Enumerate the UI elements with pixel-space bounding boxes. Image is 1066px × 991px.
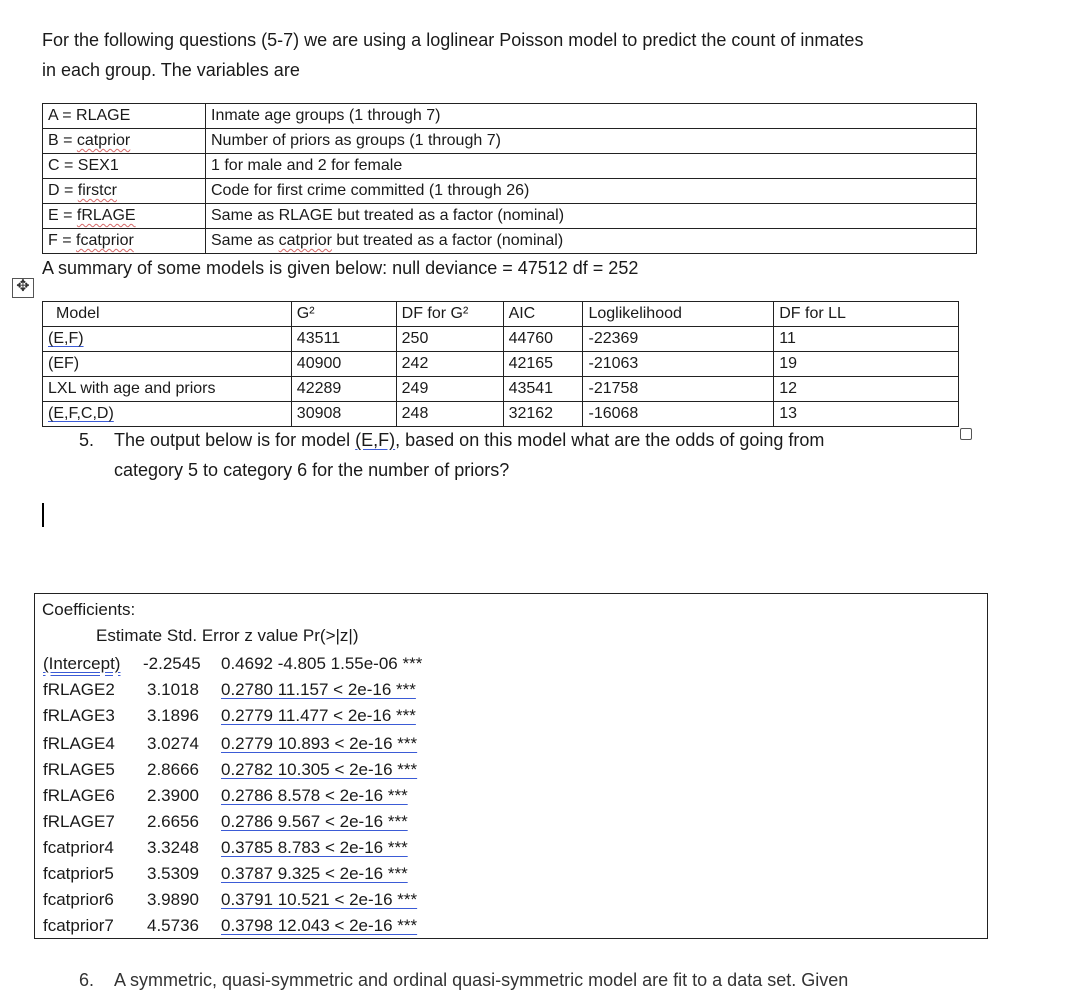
question-5-line-2: category 5 to category 6 for the number of priors?: [114, 460, 510, 480]
variable-description-cell: [206, 204, 977, 229]
model-value: -22369: [588, 330, 639, 347]
variable-code-prefix: E =: [48, 207, 77, 224]
models-row: [43, 352, 959, 377]
variable-code-prefix: A =: [48, 107, 77, 124]
coefficient-name: fcatprior6: [43, 890, 114, 909]
models-header-cell: DF for G²: [396, 302, 503, 327]
model-value: 43511: [296, 330, 341, 347]
question-6-number: 6.: [79, 970, 95, 990]
intro-line-2: in each group. The variables are: [42, 60, 300, 80]
models-cell: [396, 377, 503, 402]
table-move-handle-icon[interactable]: ✥: [12, 278, 34, 298]
variable-code-cell: [43, 179, 206, 204]
coefficient-estimate: 2.3900: [147, 786, 199, 805]
models-cell: [291, 377, 396, 402]
model-name: (E,F,C,D): [48, 405, 114, 422]
variable-description-cell: [206, 179, 977, 204]
coefficient-estimate: 2.8666: [147, 760, 199, 779]
text-cursor: [42, 503, 44, 527]
models-header-cell: DF for LL: [774, 302, 959, 327]
question-5-line-1: [114, 430, 824, 451]
question-5-text-post: , based on this model what are the odds of going from: [395, 430, 825, 450]
variable-row: [43, 154, 977, 179]
question-5-number: 5.: [79, 430, 95, 450]
models-cell: [583, 377, 774, 402]
variable-description-part: catprior: [278, 232, 332, 249]
models-header-cell: G²: [291, 302, 396, 327]
models-cell: [583, 327, 774, 352]
coefficient-stats: 0.2786 9.567 < 2e-16 ***: [221, 812, 408, 831]
model-value: -21758: [588, 380, 639, 397]
models-cell: [503, 402, 583, 427]
question-5-text-pre: The output below is for model: [114, 430, 356, 450]
coefficient-estimate: 3.1018: [147, 680, 199, 699]
variable-row: [43, 104, 977, 129]
variable-description: Code for first crime committed (1 through 26): [211, 182, 530, 199]
coefficient-name: fRLAGE4: [43, 734, 115, 753]
model-value: 44760: [508, 330, 554, 347]
models-cell: [583, 352, 774, 377]
coefficient-name: (Intercept): [43, 654, 121, 673]
models-row: [43, 402, 959, 427]
variable-description: Inmate age groups (1 through 7): [211, 107, 441, 124]
variable-description-cell: [206, 104, 977, 129]
variable-description-part: but treated as a factor (nominal): [331, 232, 564, 249]
models-cell: [774, 327, 959, 352]
coefficient-name: fcatprior5: [43, 864, 114, 883]
variable-code-prefix: F =: [48, 232, 77, 249]
variable-code-cell: [43, 229, 206, 254]
model-value: -16068: [588, 405, 639, 422]
models-cell: [503, 377, 583, 402]
models-header-cell: Model: [43, 302, 292, 327]
model-value: 248: [401, 405, 429, 422]
coefficient-name: fcatprior7: [43, 916, 114, 935]
coefficient-estimate: 2.6656: [147, 812, 199, 831]
model-value: 12: [779, 380, 798, 397]
variable-row: [43, 179, 977, 204]
coefficient-stats: 0.3785 8.783 < 2e-16 ***: [221, 838, 408, 857]
variable-description-cell: [206, 154, 977, 179]
summary-line: A summary of some models is given below: null deviance = 47512 df = 252: [42, 258, 639, 278]
variable-row: [43, 229, 977, 254]
variable-description-cell: [206, 229, 977, 254]
variable-code-cell: [43, 154, 206, 179]
model-value: 32162: [508, 405, 554, 422]
models-header-cell: Loglikelihood: [583, 302, 774, 327]
coefficient-name: fcatprior4: [43, 838, 114, 857]
models-header-cell: AIC: [503, 302, 583, 327]
question-6-text: A symmetric, quasi-symmetric and ordinal quasi-symmetric model are fit to a data set. Given: [114, 970, 849, 990]
model-value: 11: [779, 330, 796, 347]
model-value: 42289: [296, 380, 342, 397]
model-name: (E,F): [48, 330, 84, 347]
models-header-row: [43, 302, 959, 327]
models-table: [42, 301, 959, 427]
coefficient-stats: 0.2782 10.305 < 2e-16 ***: [221, 760, 418, 779]
variable-code-name: SEX1: [77, 157, 119, 174]
models-cell: [503, 327, 583, 352]
variables-table: [42, 103, 977, 254]
model-value: 40900: [296, 355, 342, 372]
models-cell: [43, 352, 292, 377]
models-cell: [396, 327, 503, 352]
coefficient-estimate: 3.0274: [147, 734, 199, 753]
model-value: 250: [401, 330, 429, 347]
coefficient-estimate: 3.9890: [147, 890, 199, 909]
variable-description-cell: [206, 129, 977, 154]
coefficient-estimate: 3.5309: [147, 864, 199, 883]
models-cell: [291, 352, 396, 377]
variable-code-name: fRLAGE: [76, 207, 136, 224]
model-value: 30908: [296, 405, 342, 422]
coefficient-name: fRLAGE3: [43, 706, 115, 725]
model-value: -21063: [588, 355, 639, 372]
models-cell: [291, 402, 396, 427]
coefficient-stats: 0.3798 12.043 < 2e-16 ***: [221, 916, 418, 935]
model-value: 249: [401, 380, 429, 397]
coefficients-box: [34, 593, 988, 939]
coefficient-estimate: 3.3248: [147, 838, 199, 857]
coefficient-stats: 0.2786 8.578 < 2e-16 ***: [221, 786, 408, 805]
variable-code-name: firstcr: [77, 182, 117, 199]
coefficients-header: Estimate Std. Error z value Pr(>|z|): [96, 626, 359, 645]
variable-code-prefix: C =: [48, 157, 78, 174]
coefficient-estimate: -2.2545: [143, 654, 201, 673]
model-name: (EF): [48, 355, 80, 372]
intro-line-1: For the following questions (5-7) we are using a loglinear Poisson model to predict the count of inmates: [42, 30, 864, 50]
coefficient-name: fRLAGE6: [43, 786, 115, 805]
resize-handle-icon[interactable]: [960, 428, 972, 440]
models-cell: [43, 377, 292, 402]
variable-code-cell: [43, 104, 206, 129]
models-cell: [774, 352, 959, 377]
coefficient-name: fRLAGE5: [43, 760, 115, 779]
model-value: 13: [779, 405, 798, 422]
variable-row: [43, 204, 977, 229]
variable-code-name: fcatprior: [76, 232, 134, 249]
models-cell: [291, 327, 396, 352]
models-row: [43, 377, 959, 402]
models-cell: [503, 352, 583, 377]
models-cell: [43, 402, 292, 427]
variable-description: Number of priors as groups (1 through 7): [211, 132, 501, 149]
variable-code-name: catprior: [76, 132, 131, 149]
coefficient-stats: 0.3791 10.521 < 2e-16 ***: [221, 890, 418, 909]
coefficient-name: fRLAGE7: [43, 812, 115, 831]
variable-description: Same as RLAGE but treated as a factor (nominal): [211, 207, 565, 224]
coefficient-stats: 0.2779 10.893 < 2e-16 ***: [221, 734, 418, 753]
coefficient-name: fRLAGE2: [43, 680, 115, 699]
model-value: 242: [401, 355, 429, 372]
variable-code-prefix: D =: [48, 182, 78, 199]
question-5-model: (E,F): [355, 430, 396, 450]
model-value: 42165: [508, 355, 554, 372]
model-name: LXL with age and priors: [48, 380, 216, 397]
models-cell: [774, 377, 959, 402]
variable-code-cell: [43, 204, 206, 229]
coefficient-stats: 0.4692 -4.805 1.55e-06 ***: [221, 654, 423, 673]
variable-code-prefix: B =: [48, 132, 77, 149]
variable-row: [43, 129, 977, 154]
variable-code-cell: [43, 129, 206, 154]
models-cell: [583, 402, 774, 427]
coefficient-estimate: 3.1896: [147, 706, 199, 725]
models-cell: [774, 402, 959, 427]
variable-code-name: RLAGE: [76, 107, 131, 124]
models-cell: [43, 327, 292, 352]
models-cell: [396, 402, 503, 427]
models-cell: [396, 352, 503, 377]
variable-description-part: Same as: [211, 232, 279, 249]
model-value: 19: [779, 355, 798, 372]
coefficient-stats: 0.2780 11.157 < 2e-16 ***: [221, 680, 416, 699]
models-row: [43, 327, 959, 352]
variable-description: 1 for male and 2 for female: [211, 157, 403, 174]
coefficient-stats: 0.3787 9.325 < 2e-16 ***: [221, 864, 408, 883]
coefficient-estimate: 4.5736: [147, 916, 199, 935]
coefficient-stats: 0.2779 11.477 < 2e-16 ***: [221, 706, 416, 725]
coefficients-title: Coefficients:: [42, 600, 136, 619]
model-value: 43541: [508, 380, 554, 397]
